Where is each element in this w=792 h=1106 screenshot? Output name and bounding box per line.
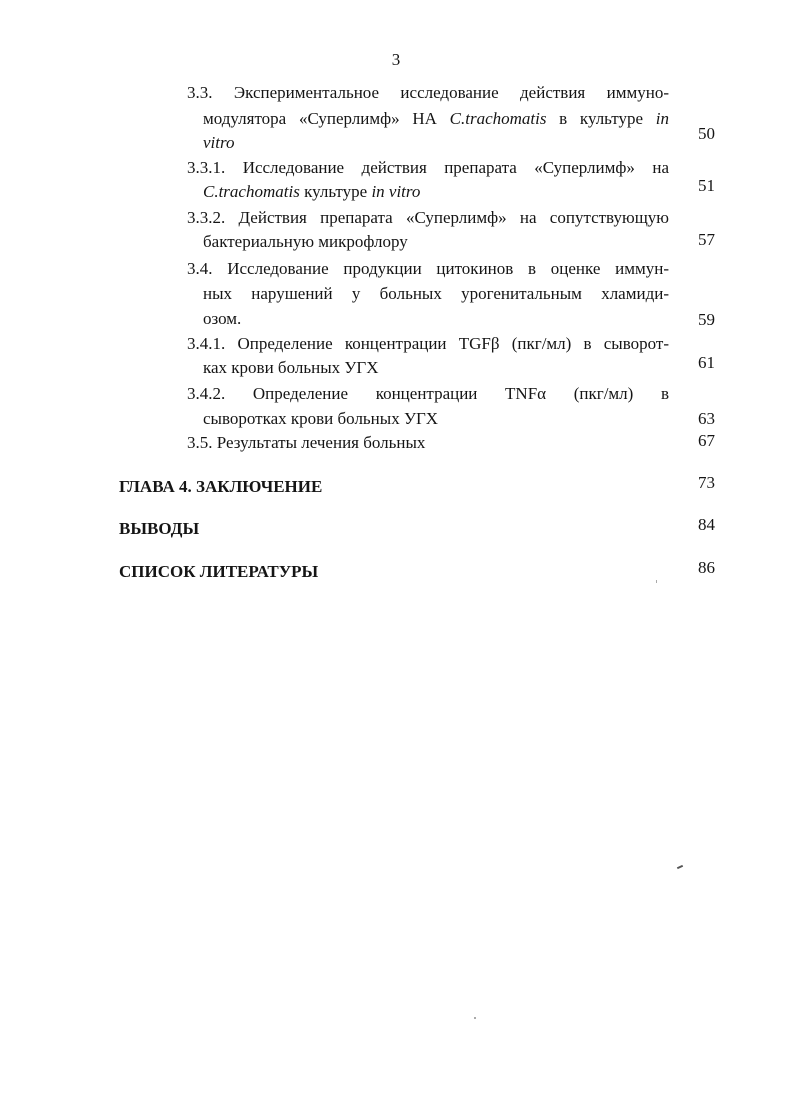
toc-entry-3-4-1-line-1: 3.4.1. Определение концентрации TGFβ (пкг/мл) в сыворот- <box>187 334 669 353</box>
toc-entry-3-4-2-page: 63 <box>698 409 715 428</box>
toc-entry-3-3-line-2 <box>203 109 669 129</box>
toc-entry-3-3-line-3: vitro <box>203 133 235 152</box>
toc-entry-3-3-1-line-2: C.trachomatis культуре in vitro <box>203 182 421 201</box>
scan-speck <box>656 580 657 583</box>
chapter-4-title: ГЛАВА 4. ЗАКЛЮЧЕНИЕ <box>119 477 323 496</box>
toc-entry-3-4-line-1: 3.4. Исследование продукции цитокинов в оценке иммун- <box>187 259 669 278</box>
toc-entry-3-3-line-1: 3.3. Экспериментальное исследование действия иммуно- <box>187 83 669 102</box>
toc-entry-3-4-1-line-2: ках крови больных УГХ <box>203 358 379 377</box>
chapter-4-page: 73 <box>698 473 715 492</box>
scan-speck <box>677 865 683 869</box>
toc-entry-3-3-2-line-2: бактериальную микрофлору <box>203 232 408 251</box>
toc-entry-3-4-2-line-1: 3.4.2. Определение концентрации TNFα (пкг/мл) в <box>187 384 669 403</box>
toc-entry-3-4-page: 59 <box>698 310 715 329</box>
toc-entry-3-5-line-1: 3.5. Результаты лечения больных <box>187 433 426 452</box>
conclusions-title: ВЫВОДЫ <box>119 519 200 538</box>
page-number: 3 <box>391 50 401 69</box>
toc-entry-3-3-line-2-text: модулятора «Суперлимф» НА C.trachomatis в культуре in <box>203 109 669 128</box>
toc-entry-3-4-2-line-2: сыворотках крови больных УГХ <box>203 409 439 428</box>
toc-entry-3-4-line-3: озом. <box>203 309 242 328</box>
bibliography-page: 86 <box>698 558 715 577</box>
toc-entry-3-4-line-2: ных нарушений у больных урогенитальным хламиди- <box>203 284 669 303</box>
toc-entry-3-4-1-page: 61 <box>698 353 715 372</box>
toc-entry-3-5-page: 67 <box>698 431 715 450</box>
toc-entry-3-3-1-line-1: 3.3.1. Исследование действия препарата «Суперлимф» на <box>187 158 669 177</box>
bibliography-title: СПИСОК ЛИТЕРАТУРЫ <box>119 562 319 581</box>
toc-entry-3-3-2-line-1: 3.3.2. Действия препарата «Суперлимф» на сопутствующую <box>187 208 669 227</box>
toc-entry-3-3-2-page: 57 <box>698 230 715 249</box>
toc-entry-3-3-1-page: 51 <box>698 176 715 195</box>
scan-speck <box>474 1017 476 1019</box>
toc-entry-3-3-page: 50 <box>698 124 715 143</box>
conclusions-page: 84 <box>698 515 715 534</box>
